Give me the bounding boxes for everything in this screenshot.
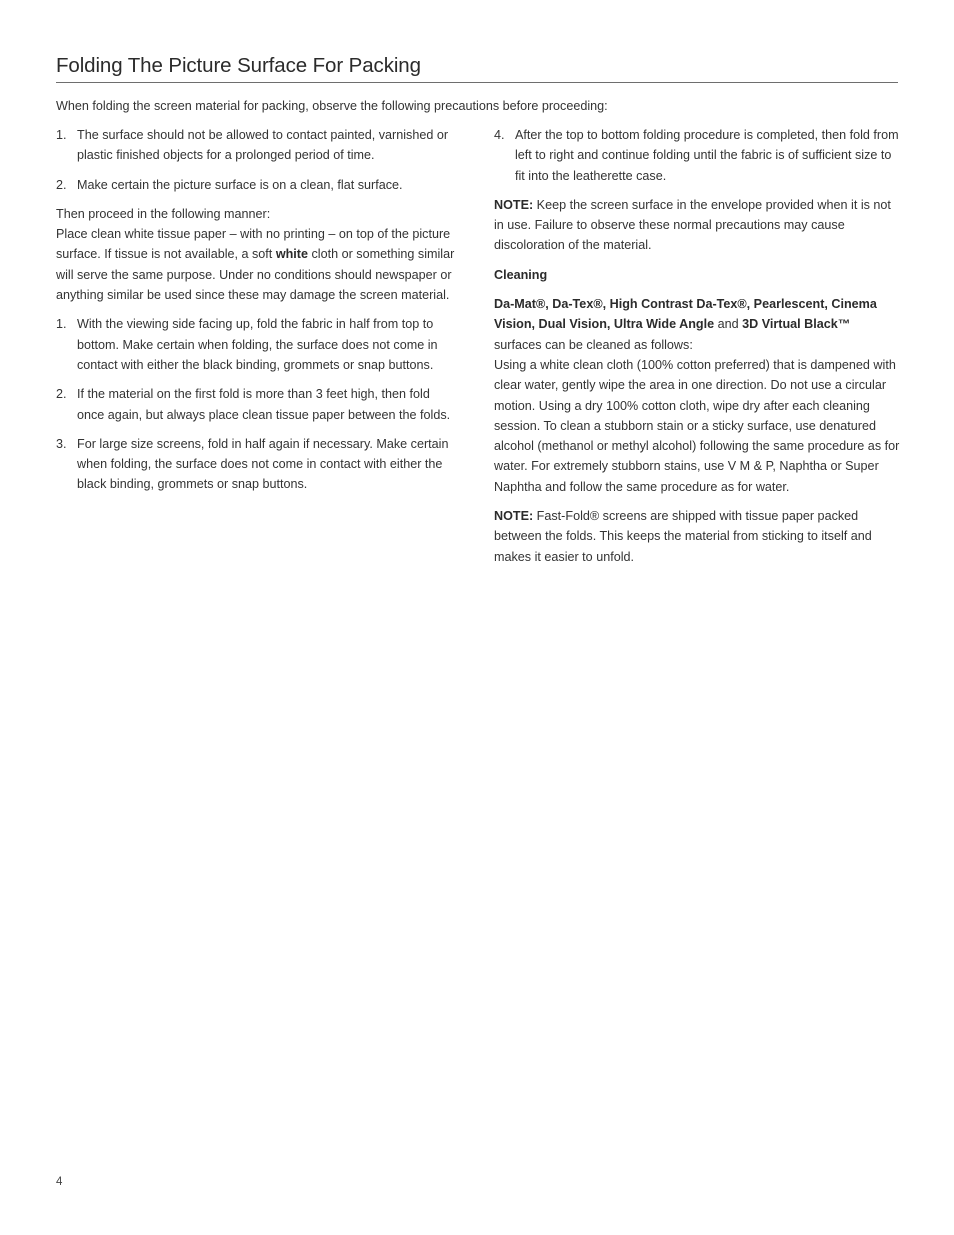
- note-label: NOTE:: [494, 197, 534, 212]
- list-item: [56, 125, 456, 166]
- right-column: [494, 125, 900, 576]
- proceed-intro: Then proceed in the following manner:: [56, 206, 271, 221]
- folding-steps-list: [56, 314, 456, 494]
- note-label: NOTE:: [494, 509, 534, 524]
- list-item: [56, 434, 456, 495]
- intro-text: When folding the screen material for packing, observe the following precautions before proceeding:: [56, 99, 608, 113]
- list-number: 1.: [56, 317, 67, 332]
- list-text: After the top to bottom folding procedure is completed, then fold from left to right and continue folding until the fabric is of sufficient size to fit into the leatherette case.: [515, 128, 899, 183]
- note-paragraph: [494, 195, 900, 256]
- list-item: [56, 314, 456, 375]
- note-text: Fast-Fold® screens are shipped with tissue paper packed between the folds. This keeps the material from sticking to itself and makes it easier to unfold.: [494, 509, 872, 564]
- surfaces-bold-2: 3D Virtual Black™: [742, 317, 851, 332]
- proceed-paragraph: [56, 204, 456, 305]
- cleaning-heading: Cleaning: [494, 267, 548, 282]
- list-number: 4.: [494, 128, 505, 142]
- list-number: 3.: [56, 436, 67, 451]
- list-item: [494, 125, 900, 186]
- proceed-text-a: Place clean white tissue paper – with no printing – on top of the picture surface. If tissue is not available, a soft: [56, 227, 451, 262]
- list-number: 2.: [56, 387, 67, 402]
- proceed-bold: white: [275, 247, 308, 262]
- list-item: [56, 175, 456, 195]
- folding-steps-list-continued: [494, 125, 900, 186]
- cleaning-paragraph: [494, 294, 900, 497]
- list-text: With the viewing side facing up, fold the fabric in half from top to bottom. Make certain when folding, the surface does not come in contact with either the black binding, grommets or snap buttons.: [77, 317, 438, 372]
- precautions-list: [56, 125, 456, 195]
- cleaning-instructions: Using a white clean cloth (100% cotton preferred) that is dampened with clear water, gently wipe the area in one direction. Do not use a circular motion. Using a dry 100% cotton cloth, wipe dry after each cleaning session. To clean a stubborn stain or a sticky surface, use denatured alcohol (methanol or methyl alcohol) following the same procedure as for water. For extremely stubborn stains, use V M & P, Naphtha or Super Naphtha and follow the same procedure as for water.: [494, 357, 900, 494]
- list-number: 2.: [56, 177, 67, 192]
- list-text: For large size screens, fold in half again if necessary. Make certain when folding, the surface does not come in contact with either the black binding, grommets or snap buttons.: [77, 436, 449, 492]
- surfaces-bold: Da-Mat®, Da-Tex®, High Contrast Da-Tex®, Pearlescent, Cinema Vision, Dual Vision, Ultra Wide Angle: [494, 297, 877, 332]
- list-number: 1.: [56, 128, 67, 142]
- list-text: Make certain the picture surface is on a clean, flat surface.: [77, 177, 403, 192]
- page-title: Folding The Picture Surface For Packing: [56, 54, 898, 83]
- surfaces-after: surfaces can be cleaned as follows:: [494, 337, 693, 352]
- left-column: [56, 125, 456, 504]
- list-text: If the material on the first fold is more than 3 feet high, then fold once again, but always place clean tissue paper between the folds.: [77, 387, 451, 422]
- note-text: Keep the screen surface in the envelope provided when it is not in use. Failure to observe these normal precautions may cause discoloration of the material.: [494, 197, 891, 253]
- surfaces-and: and: [714, 317, 743, 332]
- note-paragraph-2: [494, 506, 900, 567]
- proceed-text-b: cloth or something similar will serve the same purpose. Under no conditions should newspaper or anything similar be used since these may damage the screen material.: [56, 247, 455, 303]
- page-number: 4: [56, 1176, 63, 1188]
- list-text: The surface should not be allowed to contact painted, varnished or plastic finished objects for a prolonged period of time.: [77, 128, 449, 163]
- list-item: [56, 384, 456, 425]
